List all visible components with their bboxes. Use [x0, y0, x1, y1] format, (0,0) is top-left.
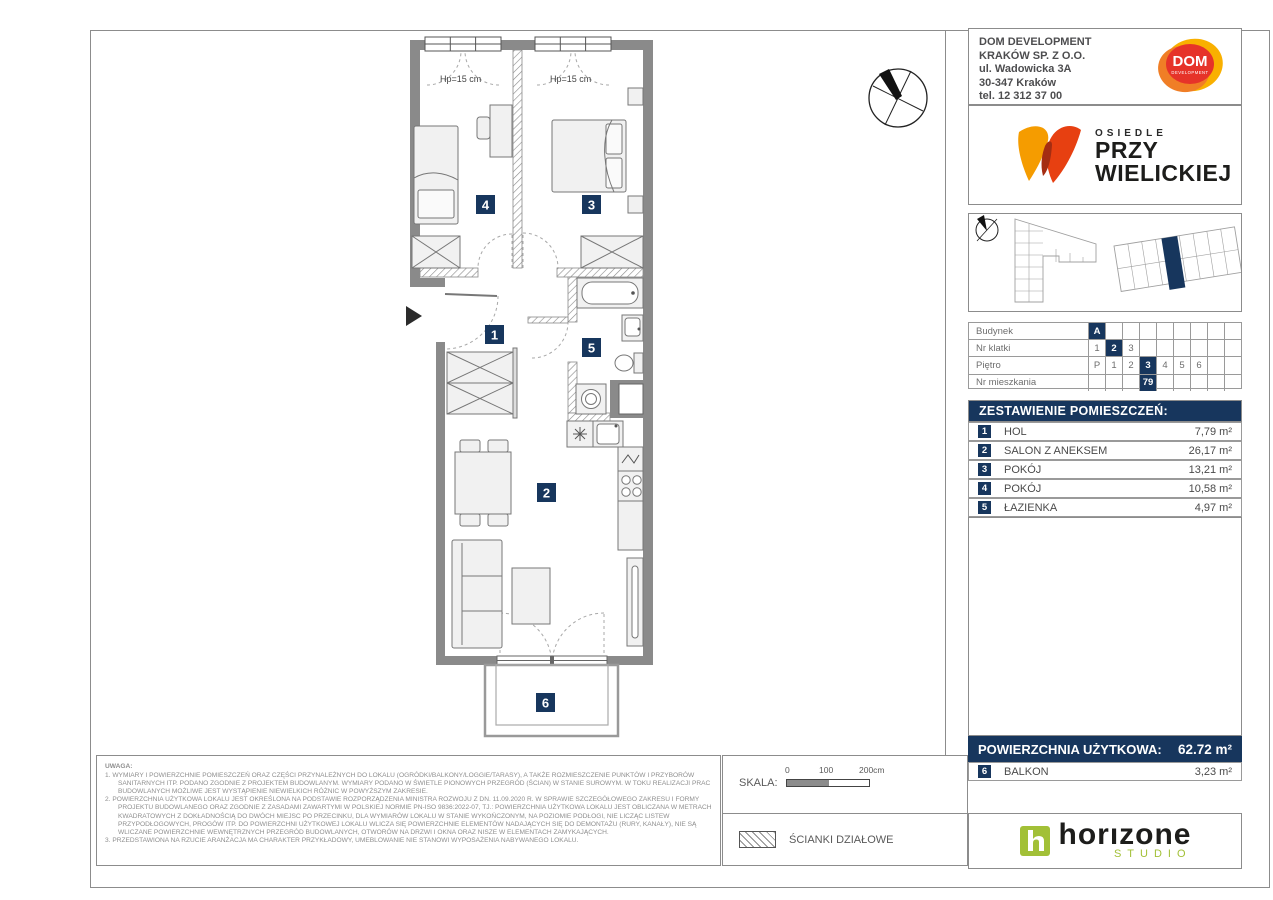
note-item: 2. POWIERZCHNIA UŻYTKOWA LOKALU JEST OKREŚLONA NA PODSTAWIE ROZPORZĄDZENIA MINISTRA ROZWOJU Z DN. 11.09.2020 R. W SPRAWIE SZCZEGÓŁOWEGO ZAKRESU I FORMY PROJEKTU BUDOWLANEGO ORAZ ZGODNIE Z ZASADAMI ZAWARTYMI W POLSKIEJ NORMIE PN-ISO 9836:2022-07, TJ.: POWIERZCHNIA UŻYTKOWA LOKALU JEST OBLICZANA W METRACH KWADRATOWYCH Z DOKŁADNOŚCIĄ DO DWÓCH MIEJSC PO PRZECINKU, DLA WYMIARÓW LOKALU W STANIE WYKOŃCZONYM, NA POZIOMIE PODŁOGI, NIE LICZĄC LISTEW PRZYPODŁOGOWYCH, PROGÓW ITP. DO POWIERZCHNI UŻYTKOWEJ LOKALU WLICZA SIĘ POWIERZCHNIE ELEMENTÓW NADAJĄCYCH SIĘ DO DEMONTAŻU (RURY, KANAŁY), NIE SĄ WLICZANE POWIERZCHNIE WEWNĘTRZNYCH PRZEGRÓD BUDOWLANYCH, OTWORÓW NA DRZWI I OKNA ORAZ NISZE W ELEMENTACH ZAMYKAJĄCYCH.: [105, 796, 712, 836]
room-number-badge: 1: [978, 425, 991, 438]
company-address: DOM DEVELOPMENT KRAKÓW SP. Z O.O. ul. Wadowicka 3A 30-347 Kraków tel. 12 312 37 00: [979, 36, 1092, 102]
usable-area-bar: POWIERZCHNIA UŻYTKOWA: 62.72 m²: [968, 736, 1242, 762]
company-info-box: [968, 28, 1242, 105]
table-row: Piętro P 1 2 3 4 5 6: [969, 356, 1241, 373]
legal-notes: UWAGA: 1. WYMIARY I POWIERZCHNIE POMIESZCZEŃ ORAZ CZĘŚCI PRZYNALEŻNYCH DO LOKALU (OGRÓDKI/BALKONY/LOGGIE/TARASY), A TAKŻE ROZMIESZCZENIE PUNKTÓW I PRZYBORÓW SANITARNYCH ITP. PODANO ZGODNIE Z PROJEKTEM BUDOWLANYM. WYMIARY PODANO W ŚWIETLE PIONOWYCH PRZEGRÓD (ŚCIAN) W STANIE SUROWYM. W TOKU REALIZACJI PRAC BUDOWLANYCH MOŻLIWE JEST WYSTĄPIENIE NIEWIELKICH RÓŻNIC W POWYŻSZYM ZAKRESIE. 2. POWIERZCHNIA UŻYTKOWA LOKALU JEST OKREŚLONA NA PODSTAWIE ROZPORZĄDZENIA MINISTRA ROZWOJU Z DN. 11.09.2020 R. W SPRAWIE SZCZEGÓŁOWEGO ZAKRESU I FORMY PROJEKTU BUDOWLANEGO ORAZ ZGODNIE Z ZASADAMI ZAWARTYMI W POLSKIEJ NORMIE PN-ISO 9836:2022-07, TJ.: POWIERZCHNIA UŻYTKOWA LOKALU JEST OBLICZANA W METRACH KWADRATOWYCH Z DOKŁADNOŚCIĄ DO DWÓCH MIEJSC PO PRZECINKU, DLA WYMIARÓW LOKALU W STANIE WYKOŃCZONYM, NA POZIOMIE PODŁOGI, NIE LICZĄC LISTEW PRZYPODŁOGOWYCH, PROGÓW ITP. DO POWIERZCHNI UŻYTKOWEJ LOKALU WLICZA SIĘ POWIERZCHNIE ELEMENTÓW NADAJĄCYCH SIĘ DO DEMONTAŻU (RURY, KANAŁY), NIE SĄ WLICZANE POWIERZCHNIE WEWNĘTRZNYCH PRZEGRÓD BUDOWLANYCH, OTWORÓW NA DRZWI I OKNA ORAZ NISZE W ELEMENTACH ZAMYKAJĄCYCH. 3. PRZEDSTAWIONA NA RZUCIE ARANŻACJA MA CHARAKTER PRZYKŁADOWY, UMEBLOWANIE NIE STANOWI WYPOSAŻENIA NABYWANEGO LOKALU.: [96, 755, 721, 866]
site-plan-graphic: [969, 214, 1241, 311]
estate-brand-box: [968, 105, 1242, 205]
desk-chair: [477, 117, 490, 139]
svg-text:DOM: DOM: [1172, 53, 1208, 70]
bathtub: [577, 278, 643, 308]
window-bedroom-3: [535, 37, 611, 51]
room-row-pokoj-3: 3 POKÓJ 13,21 m²: [968, 460, 1242, 479]
room-row-balkon: 6 BALKON 3,23 m²: [968, 762, 1242, 781]
rooms-list-header: ZESTAWIENIE POMIESZCZEŃ:: [968, 400, 1242, 422]
svg-text:DEVELOPMENT: DEVELOPMENT: [1171, 70, 1209, 75]
kitchen-counter: [567, 421, 643, 550]
toilet: [615, 353, 643, 373]
horizone-logo-icon: [1019, 825, 1051, 857]
room-row-salon: 2 SALON Z ANEKSEM 26,17 m²: [968, 441, 1242, 460]
room-number-badge: 6: [978, 765, 991, 778]
building-outline-left: [1015, 219, 1096, 302]
room-row-pokoj-4: 4 POKÓJ 10,58 m²: [968, 479, 1242, 498]
hp-label: Hp=15 cm: [440, 74, 482, 84]
svg-text:2: 2: [542, 485, 551, 501]
nightstand: [628, 196, 643, 213]
hp-label: Hp=15 cm: [550, 74, 592, 84]
svg-text:5: 5: [587, 340, 596, 356]
dining-table: [455, 452, 511, 514]
floor-plan: [400, 30, 700, 770]
scale-box: SKALA: 0 100 200cm: [722, 755, 968, 814]
estate-brand-text: OSIEDLE PRZY WIELICKIEJ: [1095, 128, 1232, 186]
column-divider: [945, 30, 946, 755]
spacer-box: [968, 517, 1242, 736]
room-badge-4: [476, 195, 495, 214]
table-row: Nr mieszkania 79: [969, 374, 1241, 391]
furniture: [412, 88, 643, 648]
window-bedroom-4: [425, 37, 501, 51]
svg-text:1: 1: [490, 327, 499, 343]
scale-bar: [786, 779, 870, 787]
room-number-badge: 3: [978, 463, 991, 476]
room-number-badge: 4: [978, 482, 991, 495]
table-row: Nr klatki 1 2 3: [969, 339, 1241, 356]
partition-wall-swatch: [739, 831, 776, 848]
duct-shaft: [610, 380, 643, 418]
building-outline-right: [1114, 227, 1241, 297]
room-row-lazienka: 5 ŁAZIENKA 4,97 m²: [968, 498, 1242, 517]
room-row-hol: 1 HOL 7,79 m²: [968, 422, 1242, 441]
usable-area-value: 62.72 m²: [1177, 741, 1232, 757]
room-badge-2: [537, 483, 556, 502]
room-number-badge: 5: [978, 501, 991, 514]
hall-wardrobe: [447, 348, 517, 418]
room-badge-6: [536, 693, 555, 712]
room-number-badge: 2: [978, 444, 991, 457]
svg-text:4: 4: [481, 197, 490, 213]
compass-icon: [866, 66, 930, 130]
room-badge-3: [582, 195, 601, 214]
wardrobe: [412, 236, 460, 268]
sofa: [452, 540, 502, 648]
dom-development-logo: [1153, 35, 1227, 99]
dining-set: [455, 440, 511, 526]
note-item: 1. WYMIARY I POWIERZCHNIE POMIESZCZEŃ ORAZ CZĘŚCI PRZYNALEŻNYCH DO LOKALU (OGRÓDKI/BALKONY/LOGGIE/TARASY), A TAKŻE ROZMIESZCZENIE PUNKTÓW I PRZYBORÓW SANITARNYCH ITP. PODANO ZGODNIE Z PROJEKTEM BUDOWLANYM. WYMIARY PODANO W ŚWIETLE PIONOWYCH PRZEGRÓD (ŚCIAN) W STANIE SUROWYM. W TOKU REALIZACJI PRAC BUDOWLANYCH MOŻLIWE JEST WYSTĄPIENIE NIEWIELKICH RÓŻNIC W POWYŻSZYM ZAKRESIE.: [105, 772, 711, 796]
table-row: Budynek A: [969, 323, 1241, 339]
radiator: [627, 558, 643, 646]
nightstand: [628, 88, 643, 105]
przy-wielickiej-logo-icon: [1009, 124, 1089, 188]
legend-box: [722, 813, 968, 866]
studio-logo-text: horızone STUDIO: [1058, 818, 1192, 860]
wardrobe: [581, 236, 643, 268]
entry-arrow-icon: [406, 306, 422, 326]
site-plan-box: [968, 213, 1242, 312]
desk: [490, 105, 512, 157]
washbasin: [622, 315, 643, 341]
room-badge-5: [582, 338, 601, 357]
coffee-table: [512, 568, 550, 624]
legend-label: ŚCIANKI DZIAŁOWE: [789, 834, 894, 846]
scale-label: SKALA:: [739, 777, 778, 789]
svg-text:6: 6: [541, 695, 550, 711]
svg-text:3: 3: [587, 197, 596, 213]
entry-door-leaf: [445, 294, 497, 296]
note-item: 3. PRZEDSTAWIONA NA RZUCIE ARANŻACJA MA CHARAKTER PRZYKŁADOWY, UMEBLOWANIE NIE STANOWI WYPOSAŻENIA NABYWANEGO LOKALU.: [105, 836, 579, 844]
studio-logo-box: [968, 813, 1242, 869]
unit-location-table: [968, 322, 1242, 389]
room-badge-1: [485, 325, 504, 344]
mini-compass-icon: [976, 215, 998, 241]
washing-machine: [576, 384, 606, 414]
